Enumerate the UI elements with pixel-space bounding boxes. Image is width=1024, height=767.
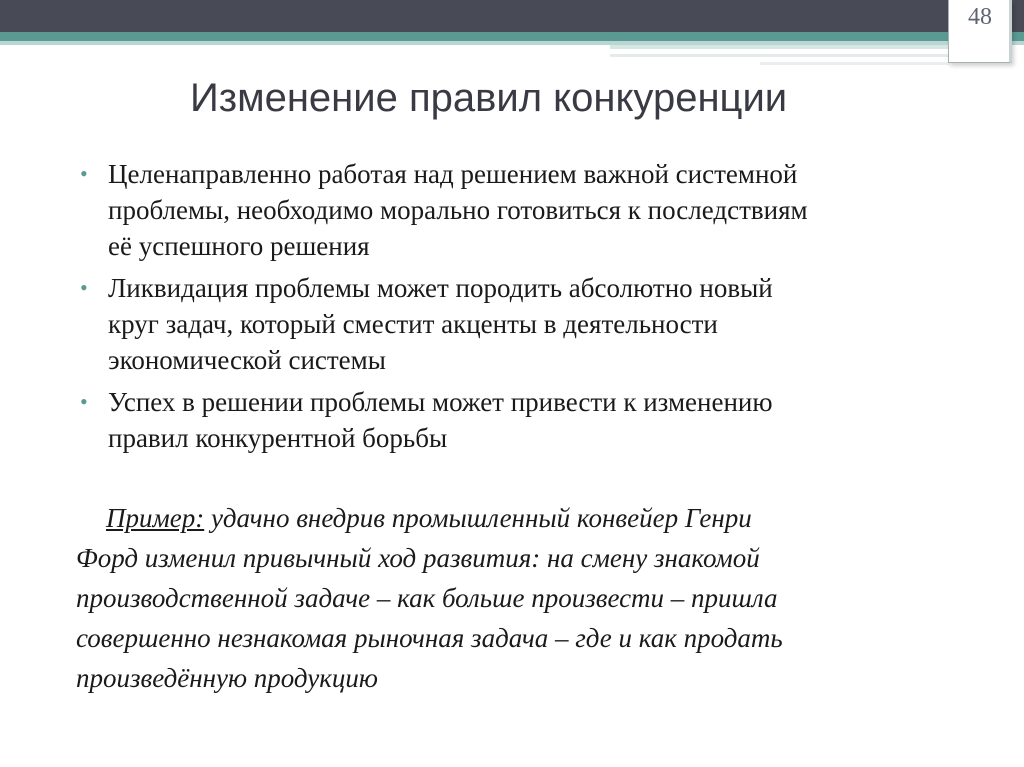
example-label: Пример:	[106, 503, 205, 533]
bullet-list	[78, 156, 978, 462]
bullet-line: проблемы, необходимо морально готовиться к последствиям	[108, 195, 808, 225]
bullet-dot-icon: •	[80, 275, 88, 300]
example-line: Форд изменил привычный ход развития: на смену знакомой	[76, 543, 760, 573]
bullet-dot-icon: •	[80, 389, 88, 414]
header-decor-line	[610, 45, 1000, 49]
bullet-line: правил конкурентной борьбы	[108, 423, 448, 453]
example-line: производственной задаче – как больше произвести – пришла	[76, 583, 778, 613]
header-decor-line	[760, 62, 950, 65]
example-line: произведённую продукцию	[76, 663, 378, 693]
example-line: совершенно незнакомая рыночная задача – где и как продать	[76, 623, 783, 653]
slide-number: 48	[968, 4, 992, 30]
bullet-line: Целенаправленно работая над решением важной системной	[108, 159, 798, 189]
header-decor-line	[610, 54, 950, 57]
bullet-line: Ликвидация проблемы может породить абсолютно новый	[108, 273, 773, 303]
bullet-line: Успех в решении проблемы может привести к изменению	[108, 387, 773, 417]
bullet-line: экономической системы	[108, 345, 386, 375]
bullet-item	[78, 156, 978, 264]
bullet-line: её успешного решения	[108, 231, 370, 261]
bullet-dot-icon: •	[80, 161, 88, 186]
slide-title: Изменение правил конкуренции	[190, 76, 788, 120]
example-first-line	[76, 498, 976, 538]
example-paragraph	[76, 498, 976, 698]
example-text: удачно внедрив промышленный конвейер Генри	[204, 503, 752, 533]
header-accent-stripe	[0, 32, 1024, 41]
bullet-line: круг задач, который сместит акценты в деятельности	[108, 309, 718, 339]
bullet-item	[78, 270, 978, 378]
header-band	[0, 0, 1024, 32]
bullet-item	[78, 384, 978, 456]
